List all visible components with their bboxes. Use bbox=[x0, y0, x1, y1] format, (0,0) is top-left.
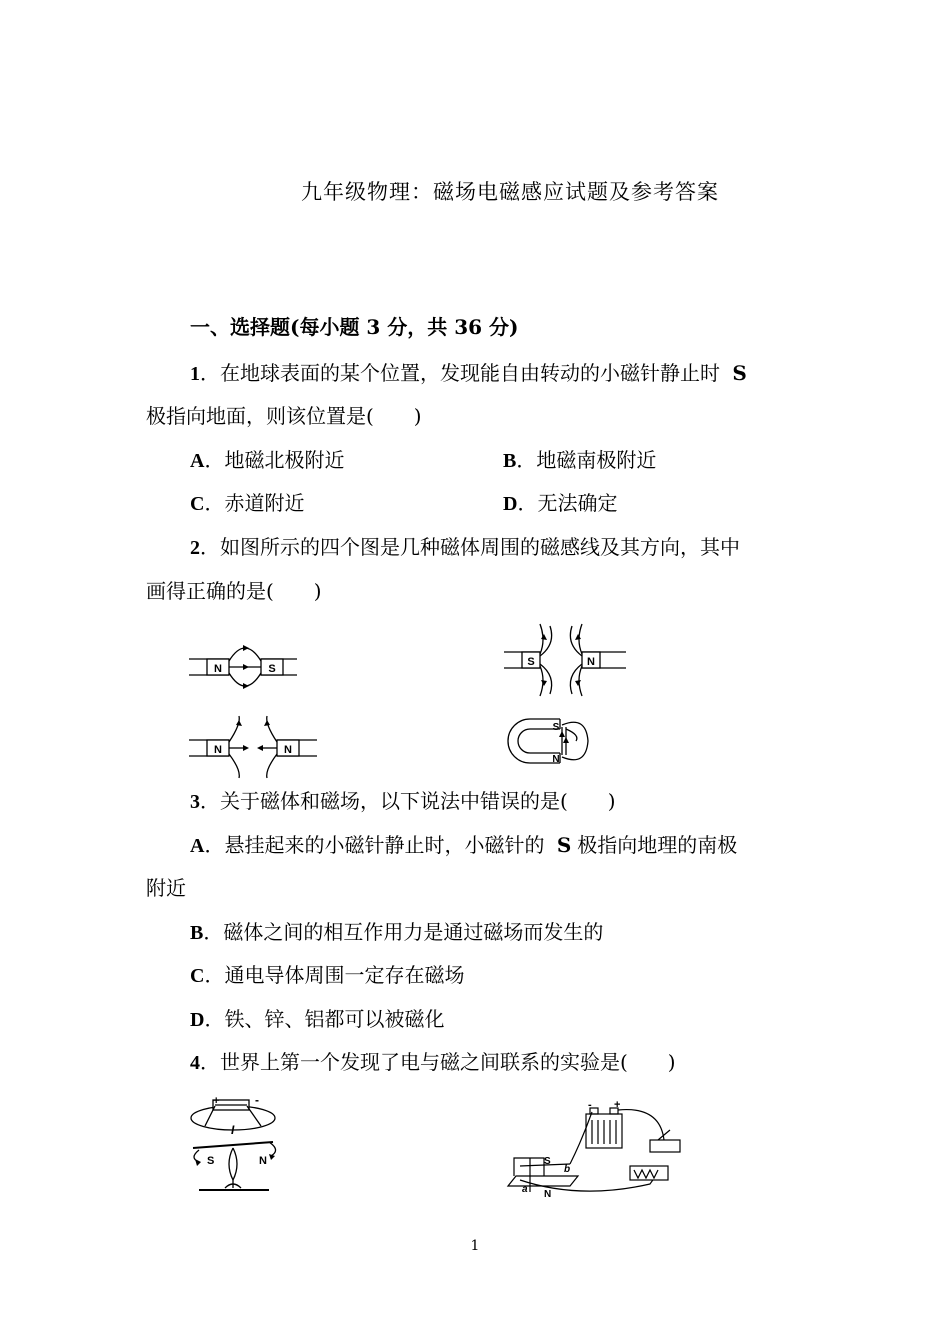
q1-option-c-text: ．赤道附近 bbox=[204, 491, 305, 515]
q2-figure-c bbox=[185, 712, 325, 782]
q1-option-c bbox=[190, 489, 304, 518]
q3-option-c-text: ．通电导体周围一定存在磁场 bbox=[204, 963, 465, 987]
q4-number: 4 bbox=[190, 1052, 200, 1074]
q1-option-b bbox=[503, 446, 656, 475]
q2-fig-c-n-left-label: N bbox=[214, 744, 222, 756]
q1-option-d-text: ．无法确定 bbox=[517, 491, 618, 515]
q2-stem-text: ．如图所示的四个图是几种磁体周围的磁感线及其方向，其中 bbox=[200, 535, 740, 559]
q4-fig-a-current-label: I bbox=[231, 1123, 235, 1137]
q3-number: 3 bbox=[190, 791, 200, 813]
q4-fig-b-a-label: a bbox=[522, 1184, 528, 1195]
q3-stem bbox=[190, 787, 616, 816]
q2-fig-c-n-right-label: N bbox=[284, 744, 292, 756]
q2-figure-a bbox=[185, 635, 305, 695]
q1-option-a-label: A bbox=[190, 450, 205, 472]
q1-stem-line2: 极指向地面，则该位置是( ) bbox=[146, 404, 422, 428]
q1-stem-text: ．在地球表面的某个位置，发现能自由转动的小磁针静止时 bbox=[200, 361, 720, 385]
q1-option-b-label: B bbox=[503, 450, 517, 472]
q2-fig-b-n-label: N bbox=[587, 656, 595, 668]
q2-fig-a-n-label: N bbox=[214, 663, 222, 675]
q2-figure-b bbox=[500, 620, 630, 700]
q4-fig-b-b-label: b bbox=[564, 1164, 571, 1175]
q4-fig-b-minus-label: - bbox=[588, 1100, 592, 1111]
page-number: 1 bbox=[470, 1238, 480, 1254]
q2-fig-a-s-label: S bbox=[268, 663, 276, 675]
q4-fig-b-s-label: S bbox=[544, 1156, 551, 1167]
q1-option-a bbox=[190, 446, 344, 475]
q3-option-d-text: ．铁、锌、铝都可以被磁化 bbox=[204, 1007, 445, 1031]
q3-option-c bbox=[190, 961, 464, 990]
q3-option-a-line2: 附近 bbox=[146, 876, 186, 900]
q4-fig-b-n-label: N bbox=[544, 1189, 552, 1200]
q3-option-a-text: ．悬挂起来的小磁针静止时，小磁针的 bbox=[204, 833, 545, 857]
q2-figure-d bbox=[500, 705, 595, 780]
q1-number: 1 bbox=[190, 363, 200, 385]
section-heading: 一、选择题(每小题 3 分，共 36 分) bbox=[190, 315, 519, 339]
page-title: 九年级物理：磁场电磁感应试题及参考答案 bbox=[301, 180, 719, 204]
q2-fig-d-s-label: S bbox=[552, 722, 560, 733]
q4-fig-a-minus-label: - bbox=[255, 1093, 259, 1107]
q1-option-a-text: ．地磁北极附近 bbox=[204, 448, 345, 472]
q2-stem-line2: 画得正确的是( ) bbox=[146, 579, 322, 603]
q3-option-b bbox=[190, 918, 603, 947]
q4-fig-a-s-label: S bbox=[207, 1155, 215, 1167]
q2-fig-d-n-label: N bbox=[552, 754, 560, 765]
q1-option-d-label: D bbox=[503, 493, 518, 515]
q1-option-d bbox=[503, 489, 617, 518]
q4-figure-induction bbox=[500, 1100, 700, 1200]
q1-option-c-label: C bbox=[190, 493, 205, 515]
q4-stem-text: ．世界上第一个发现了电与磁之间联系的实验是( ) bbox=[200, 1050, 676, 1074]
q2-fig-b-s-label: S bbox=[527, 656, 535, 668]
q1-stem-line1 bbox=[190, 359, 747, 388]
q2-number: 2 bbox=[190, 537, 200, 559]
q3-stem-text: ．关于磁体和磁场，以下说法中错误的是( ) bbox=[200, 789, 616, 813]
q3-option-c-label: C bbox=[190, 965, 205, 987]
q3-option-a-label: A bbox=[190, 835, 205, 857]
q4-fig-b-plus-label: + bbox=[614, 1100, 621, 1111]
q4-fig-a-plus-label: + bbox=[213, 1095, 220, 1107]
q3-option-b-label: B bbox=[190, 922, 204, 944]
q2-stem-line1 bbox=[190, 533, 740, 562]
q3-option-a-s-pole: S bbox=[556, 833, 572, 857]
q3-option-a-line1 bbox=[190, 831, 737, 860]
q3-option-b-text: ．磁体之间的相互作用力是通过磁场而发生的 bbox=[203, 920, 604, 944]
q1-option-b-text: ．地磁南极附近 bbox=[516, 448, 657, 472]
q3-option-d bbox=[190, 1005, 444, 1034]
q3-option-d-label: D bbox=[190, 1009, 205, 1031]
q4-figure-oersted bbox=[185, 1092, 285, 1202]
q4-stem bbox=[190, 1048, 676, 1077]
q3-option-a-text-end: 极指向地理的南极 bbox=[577, 833, 738, 857]
q4-fig-a-n-label: N bbox=[259, 1155, 267, 1167]
q1-stem-s-pole: S bbox=[732, 361, 747, 385]
